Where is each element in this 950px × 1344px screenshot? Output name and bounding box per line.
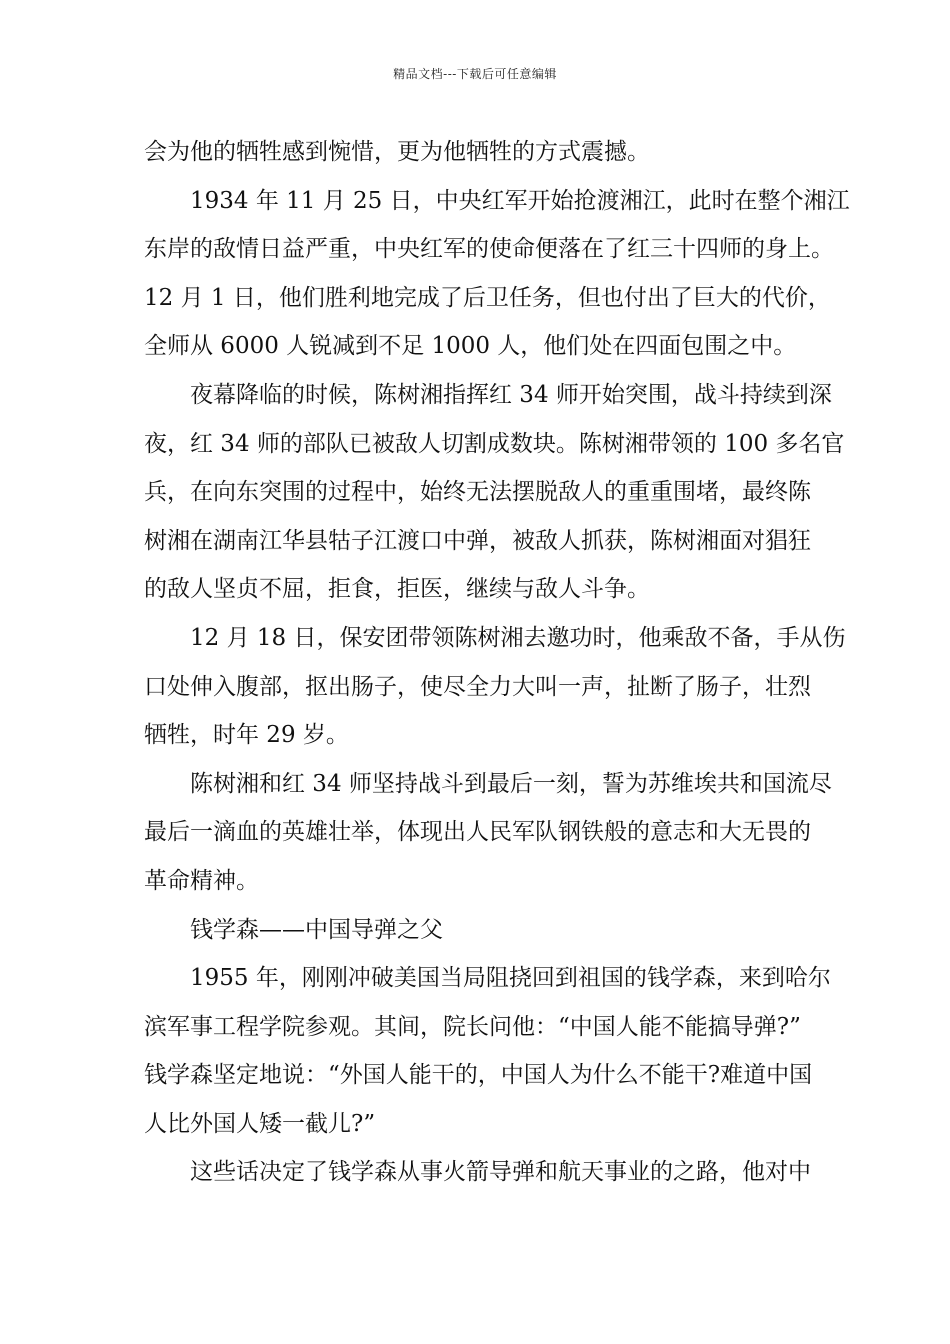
text-line: 最后一滴血的英雄壮举，体现出人民军队钢铁般的意志和大无畏的	[144, 819, 811, 846]
text-line: 12 月 1 日，他们胜利地完成了后卫任务，但也付出了巨大的代价，	[144, 284, 831, 311]
text-line: 1934 年 11 月 25 日，中央红军开始抢渡湘江，此时在整个湘江	[190, 187, 850, 214]
paragraph	[144, 128, 814, 177]
text-line: 革命精神。	[144, 867, 259, 894]
paragraph	[144, 371, 845, 614]
paragraph	[144, 614, 846, 760]
text-line: 牺牲，时年 29 岁。	[144, 722, 349, 749]
paragraph	[144, 1148, 814, 1197]
paragraph	[144, 760, 832, 906]
text-line: 1955 年，刚刚冲破美国当局阻挠回到祖国的钱学森，来到哈尔	[190, 965, 831, 992]
document-body	[144, 128, 850, 1197]
text-line: 口处伸入腹部，抠出肠子，使尽全力大叫一声，扯断了肠子，壮烈	[144, 673, 811, 700]
text-line: 树湘在湖南江华县牯子江渡口中弹，被敌人抓获，陈树湘面对猖狂	[144, 527, 811, 554]
text-line: 的敌人坚贞不屈，拒食，拒医，继续与敌人斗争。	[144, 576, 650, 603]
text-line: 夜幕降临的时候，陈树湘指挥红 34 师开始突围，战斗持续到深	[190, 381, 832, 408]
text-line: 东岸的敌情日益严重，中央红军的使命便落在了红三十四师的身上。	[144, 236, 834, 263]
text-line: 钱学森坚定地说：“外国人能干的，中国人为什么不能干?难道中国	[144, 1062, 813, 1089]
text-line: 陈树湘和红 34 师坚持战斗到最后一刻，誓为苏维埃共和国流尽	[190, 770, 832, 797]
text-line: 会为他的牺牲感到惋惜，更为他牺牲的方式震撼。	[144, 139, 650, 165]
paragraph	[144, 177, 850, 371]
text-line: 全师从 6000 人锐减到不足 1000 人，他们处在四面包围之中。	[144, 333, 797, 360]
text-line: 12 月 18 日，保安团带领陈树湘去邀功时，他乘敌不备，手从伤	[190, 624, 846, 651]
section-heading	[144, 906, 814, 955]
text-line: 这些话决定了钱学森从事火箭导弹和航天事业的之路，他对中	[190, 1159, 811, 1186]
page-header: 精品文档---下载后可任意编辑	[393, 67, 557, 81]
text-line: 滨军事工程学院参观。其间，院长问他：“中国人能不能搞导弹?”	[144, 1013, 801, 1040]
text-line: 钱学森——中国导弹之父	[190, 916, 443, 943]
text-line: 人比外国人矮一截儿?”	[144, 1110, 376, 1137]
paragraph	[144, 954, 831, 1148]
text-line: 夜，红 34 师的部队已被敌人切割成数块。陈树湘带领的 100 多名官	[144, 430, 845, 457]
text-line: 兵，在向东突围的过程中，始终无法摆脱敌人的重重围堵，最终陈	[144, 479, 811, 506]
